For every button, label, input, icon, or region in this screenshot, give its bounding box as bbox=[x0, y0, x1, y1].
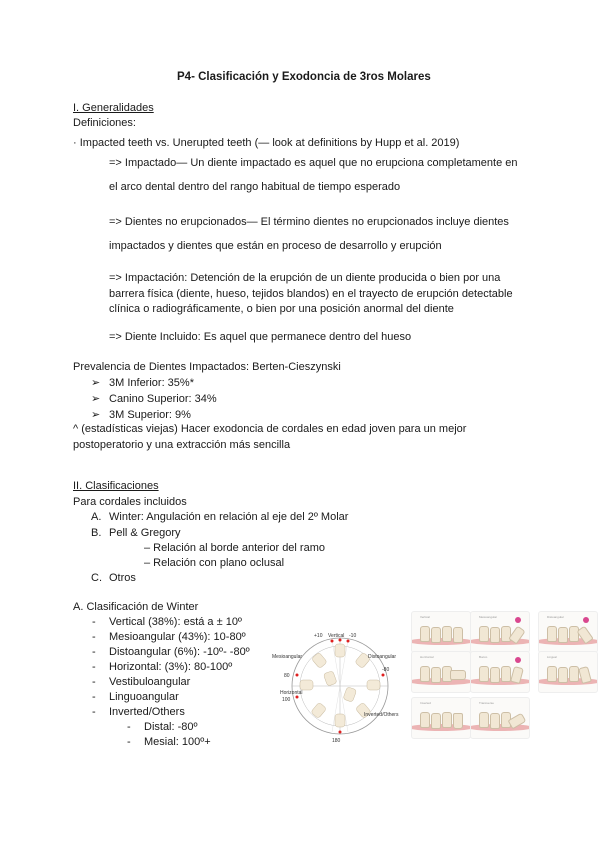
tooth-thumbnail bbox=[411, 697, 471, 739]
def-no-erupcionados-line1: => Dientes no erupcionados— El término dientes no erupcionados incluye dientes bbox=[109, 216, 509, 228]
winter-item: Vestibuloangular bbox=[109, 676, 191, 688]
winter-item: Linguoangular bbox=[109, 691, 179, 703]
tooth-thumbnail bbox=[470, 651, 530, 693]
diagram-label-plus10: +10 bbox=[314, 633, 323, 639]
tooth-vertical-icon bbox=[335, 644, 345, 657]
thumbnail-label: Lingual bbox=[547, 655, 557, 659]
winter-sub-item: Mesial: 100º+ bbox=[144, 736, 211, 748]
list-letter-c: C. bbox=[91, 572, 102, 584]
def-impactado-line1: => Impactado— Un diente impactado es aquel que no erupciona completamente en bbox=[109, 157, 518, 169]
prevalencia-item: Canino Superior: 34% bbox=[109, 393, 217, 405]
def-impactado-line2: el arco dental dentro del rango habitual de tiempo esperado bbox=[109, 181, 401, 193]
tooth-icon bbox=[323, 671, 337, 687]
tooth-mesioangular-icon bbox=[311, 652, 327, 668]
note-line1: ^ (estadísticas viejas) Hacer exodoncia de cordales en edad joven para un mejor bbox=[73, 423, 467, 435]
def-no-erupcionados-line2: impactados y dientes que están en proceso de desarrollo y erupción bbox=[109, 240, 442, 252]
list-letter-b: B. bbox=[91, 527, 102, 539]
note-line2: postoperatorio y una extracción más sencilla bbox=[73, 439, 291, 451]
def-diente-incluido: => Diente Incluido: Es aquel que permanece dentro del hueso bbox=[109, 331, 412, 343]
winter-heading: A. Clasificación de Winter bbox=[73, 601, 199, 613]
dash-bullet: - bbox=[92, 646, 96, 658]
dash-bullet: - bbox=[92, 631, 96, 643]
clasificacion-otros-item: Otros bbox=[109, 572, 136, 584]
diagram-label-distoangular: Distoangular bbox=[368, 654, 397, 660]
molar-tooth-icon bbox=[420, 666, 430, 682]
molar-tooth-icon bbox=[558, 667, 568, 683]
highlight-dot-icon bbox=[515, 657, 521, 663]
def-impactacion-line1: => Impactación: Detención de la erupción de un diente producida o bien por una bbox=[109, 272, 501, 284]
pell-sub-item: – Relación con plano oclusal bbox=[144, 557, 285, 569]
winter-angle-diagram bbox=[270, 628, 410, 756]
diagram-label-minus10: -10 bbox=[349, 633, 357, 639]
molar-tooth-icon bbox=[420, 626, 430, 642]
molar-tooth-icon bbox=[420, 712, 430, 728]
tooth-icon bbox=[311, 702, 327, 718]
highlight-dot-icon bbox=[515, 617, 521, 623]
thumbnail-label: Transverse bbox=[479, 701, 494, 705]
tooth-icon bbox=[343, 687, 357, 703]
impacted-vs-unerupted: · Impacted teeth vs. Unerupted teeth (— look at definitions by Hupp et al. 2019) bbox=[73, 137, 460, 149]
winter-item: Mesioangular (43%): 10-80º bbox=[109, 631, 246, 643]
section-heading-clasificaciones: II. Clasificaciones bbox=[73, 480, 159, 492]
diagram-label-vertical: Vertical bbox=[328, 633, 345, 639]
thumbnail-label: Distoangular bbox=[547, 615, 564, 619]
def-impactacion-line2: barrera física (diente, hueso, tejidos blandos) en el trayecto de erupción detectable bbox=[109, 288, 513, 300]
dash-bullet: - bbox=[92, 706, 96, 718]
thumbnail-label: Horizontal bbox=[420, 655, 434, 659]
page-title: P4- Clasificación y Exodoncia de 3ros Molares bbox=[177, 71, 431, 83]
highlight-dot-icon bbox=[583, 617, 589, 623]
molar-tooth-icon bbox=[442, 626, 452, 642]
prevalencia-item: 3M Inferior: 35%* bbox=[109, 377, 194, 389]
diagram-label-minus80: -80 bbox=[382, 667, 390, 673]
clasificacion-pell-gregory-item: Pell & Gregory bbox=[109, 527, 181, 539]
thumbnail-label: Mesioangular bbox=[479, 615, 498, 619]
molar-tooth-icon bbox=[453, 713, 463, 729]
arrow-bullet-icon: ➢ bbox=[91, 393, 101, 405]
molar-tooth-icon bbox=[479, 626, 489, 642]
molar-tooth-icon bbox=[547, 626, 557, 642]
molar-tooth-icon bbox=[479, 666, 489, 682]
tooth-thumbnail bbox=[411, 651, 471, 693]
prevalencia-heading: Prevalencia de Dientes Impactados: Berten-Cieszynski bbox=[73, 361, 341, 373]
molar-tooth-icon bbox=[442, 712, 452, 728]
arrow-bullet-icon: ➢ bbox=[91, 409, 101, 421]
diagram-label-horizontal: Horizontal bbox=[280, 690, 303, 696]
molar-tooth-icon bbox=[450, 670, 466, 680]
arrow-bullet-icon: ➢ bbox=[91, 377, 101, 389]
marker-dot bbox=[347, 640, 350, 643]
def-impactacion-line3: clínica o radiográficamente, o bien por una posición anormal del diente bbox=[109, 303, 454, 315]
molar-tooth-icon bbox=[490, 627, 500, 643]
winter-sub-item: Distal: -80º bbox=[144, 721, 198, 733]
molar-tooth-icon bbox=[479, 712, 489, 728]
winter-item: Inverted/Others bbox=[109, 706, 185, 718]
tooth-horizontal-icon bbox=[367, 680, 380, 690]
marker-dot bbox=[331, 640, 334, 643]
winter-item: Distoangular (6%): -10º- -80º bbox=[109, 646, 250, 658]
definiciones-label: Definiciones: bbox=[73, 117, 136, 129]
tooth-inverted-icon bbox=[335, 714, 345, 727]
tooth-thumbnail bbox=[538, 611, 598, 653]
tooth-thumbnail bbox=[470, 697, 530, 739]
molar-tooth-icon bbox=[431, 627, 441, 643]
winter-item: Horizontal: (3%): 80-100º bbox=[109, 661, 233, 673]
tooth-thumbnail bbox=[470, 611, 530, 653]
dash-bullet: - bbox=[127, 736, 131, 748]
marker-dot bbox=[382, 674, 385, 677]
dash-bullet: - bbox=[92, 661, 96, 673]
dash-bullet: - bbox=[92, 691, 96, 703]
clasificacion-winter-item: Winter: Angulación en relación al eje del 2º Molar bbox=[109, 511, 349, 523]
diagram-label-inverted: Inverted/Others bbox=[364, 712, 399, 718]
molar-tooth-icon bbox=[490, 713, 500, 729]
thumbnail-label: Vertical bbox=[420, 615, 430, 619]
pell-sub-item: – Relación al borde anterior del ramo bbox=[144, 542, 325, 554]
dash-bullet: - bbox=[92, 676, 96, 688]
molar-tooth-icon bbox=[547, 666, 557, 682]
molar-tooth-icon bbox=[490, 667, 500, 683]
molar-tooth-icon bbox=[453, 627, 463, 643]
winter-item: Vertical (38%): está a ± 10º bbox=[109, 616, 242, 628]
tooth-thumbnail bbox=[411, 611, 471, 653]
thumbnail-label: Inverted bbox=[420, 701, 431, 705]
diagram-label-100: 100 bbox=[282, 697, 291, 703]
para-cordales: Para cordales incluidos bbox=[73, 496, 187, 508]
marker-dot bbox=[339, 731, 342, 734]
diagram-label-180: 180 bbox=[332, 738, 341, 744]
tooth-thumbnail bbox=[538, 651, 598, 693]
dash-bullet: - bbox=[127, 721, 131, 733]
diagram-label-mesioangular: Mesioangular bbox=[272, 654, 303, 660]
molar-tooth-icon bbox=[569, 666, 579, 682]
molar-tooth-icon bbox=[431, 713, 441, 729]
dash-bullet: - bbox=[92, 616, 96, 628]
molar-tooth-icon bbox=[431, 667, 441, 683]
tooth-horizontal-icon bbox=[300, 680, 313, 690]
section-heading-generalidades: I. Generalidades bbox=[73, 102, 154, 114]
prevalencia-item: 3M Superior: 9% bbox=[109, 409, 191, 421]
marker-dot bbox=[296, 674, 299, 677]
list-letter-a: A. bbox=[91, 511, 102, 523]
thumbnail-label: Bucco bbox=[479, 655, 488, 659]
diagram-label-80: 80 bbox=[284, 673, 290, 679]
molar-tooth-icon bbox=[558, 627, 568, 643]
